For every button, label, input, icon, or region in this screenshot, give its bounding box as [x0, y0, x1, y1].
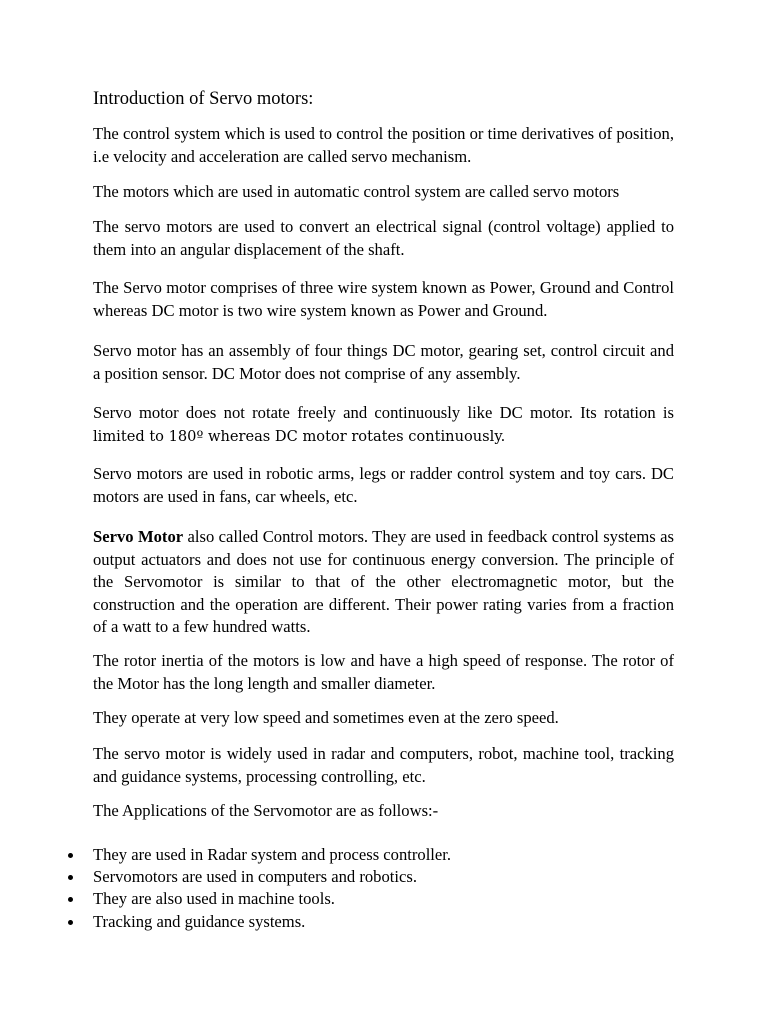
bullet-icon: [68, 897, 73, 902]
list-item: [0, 844, 768, 866]
paragraph-signal-conversion: The servo motors are used to convert an electrical signal (control voltage) applied to them into an angular displacement of the shaft.: [93, 217, 674, 259]
list-item-text: They are used in Radar system and process controller.: [93, 845, 452, 864]
list-item-text: Tracking and guidance systems.: [93, 911, 306, 931]
rotation-text-limit: limited to 180º whereas DC motor rotates continuously.: [93, 427, 506, 445]
paragraph-assembly: Servo motor has an assembly of four things DC motor, gearing set, control circuit and a position sensor. DC Motor does not comprise of any assembly.: [93, 341, 674, 383]
paragraph-uses: Servo motors are used in robotic arms, legs or radder control system and toy cars. DC motors are used in fans, car wheels, etc.: [93, 464, 674, 506]
bullet-icon: [68, 920, 73, 925]
page-title: Introduction of Servo motors:: [93, 89, 314, 109]
paragraph-servo-motor-description: [93, 526, 674, 639]
paragraph-rotor-inertia: The rotor inertia of the motors is low and have a high speed of response. The rotor of the Motor has the long length and smaller diameter.: [93, 651, 674, 693]
list-item-text: They are also used in machine tools.: [93, 889, 335, 909]
list-item: [0, 866, 768, 888]
servo-motor-description-text: also called Control motors. They are used in feedback control systems as output actuators and does not use for continuous energy conversion. The principle of the Servomotor is similar to that of the other electromagnetic motor, but the construction and the operation are different. Their power rating varies from a fraction of a watt to a few hundred watts.: [93, 527, 674, 636]
bullet-icon: [68, 875, 73, 880]
paragraph-servo-motors-definition: The motors which are used in automatic control system are called servo motors: [93, 182, 620, 201]
paragraph-wire-system: The Servo motor comprises of three wire system known as Power, Ground and Control whereas DC motor is two wire system known as Power and Ground.: [93, 278, 674, 320]
rotation-text-start: Servo motor does not rotate freely and continuously like DC motor. Its rotation is: [93, 403, 674, 422]
bullet-icon: [68, 853, 73, 858]
list-item: [0, 888, 768, 910]
list-item: [0, 911, 768, 933]
paragraph-rotation: [93, 402, 674, 448]
paragraph-low-speed: They operate at very low speed and sometimes even at the zero speed.: [93, 708, 559, 727]
paragraph-usage-areas: The servo motor is widely used in radar and computers, robot, machine tool, tracking and guidance systems, processing controlling, etc.: [93, 744, 674, 786]
paragraph-servo-mechanism: The control system which is used to control the position or time derivatives of position, i.e velocity and acceleration are called servo mechanism.: [93, 124, 674, 166]
applications-list: [0, 844, 768, 933]
list-item-text: Servomotors are used in computers and robotics.: [93, 867, 417, 887]
servo-motor-lead-term: Servo Motor: [93, 527, 184, 546]
paragraph-applications-intro: The Applications of the Servomotor are as follows:-: [93, 801, 439, 820]
